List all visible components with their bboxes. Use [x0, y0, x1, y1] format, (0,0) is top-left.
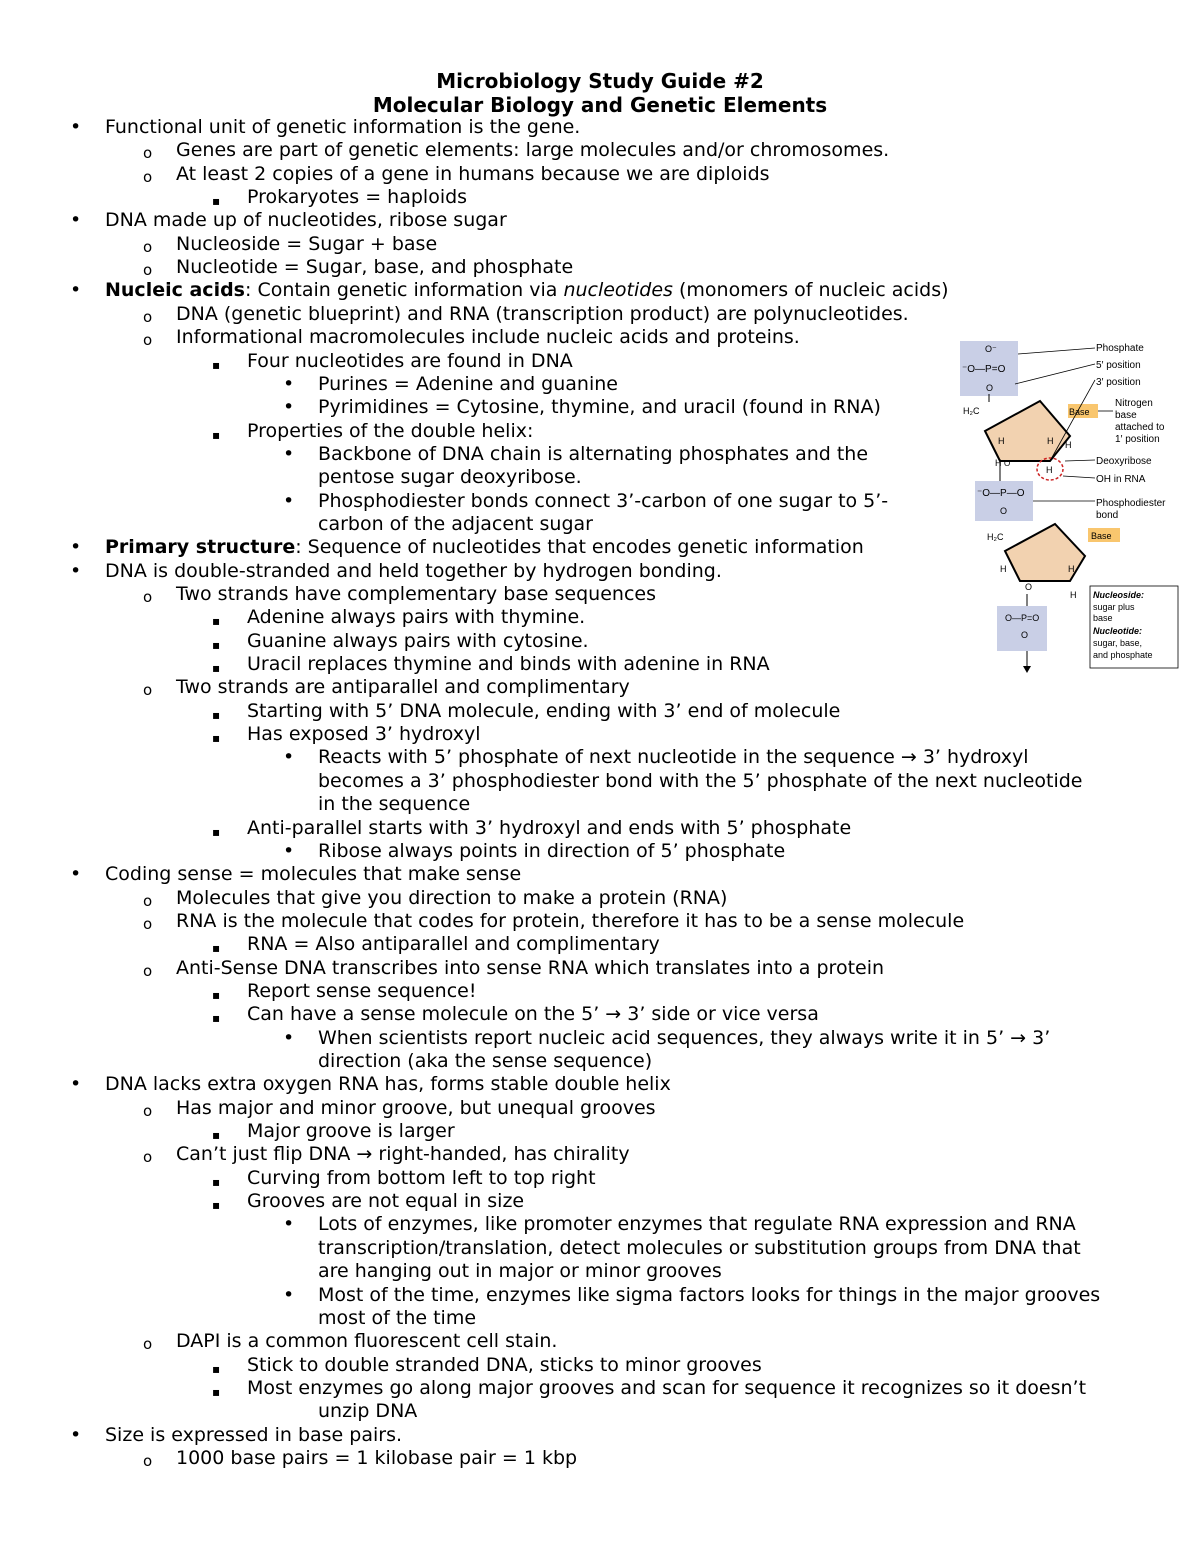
bullet-level-1: •: [70, 279, 82, 302]
bullet-level-2: o: [143, 1101, 153, 1120]
text-span: : Sequence of nucleotides that encodes genetic information: [295, 536, 864, 559]
fig-label-nitrogen-base: base: [1115, 410, 1137, 421]
list-item: Informational macromolecules include nucleic acids and proteins.: [176, 326, 800, 349]
bullet-level-1: •: [70, 1423, 82, 1446]
list-item: Anti-Sense DNA transcribes into sense RNA which translates into a protein: [176, 956, 885, 979]
bullet-level-4: •: [283, 1283, 295, 1306]
fig-label-phosphate: Phosphate: [1096, 343, 1144, 354]
list-item: RNA is the molecule that codes for protein, therefore it has to be a sense molecule: [176, 909, 965, 932]
bullet-level-3: ▪: [212, 1198, 221, 1213]
list-item: Guanine always pairs with cytosine.: [247, 629, 589, 652]
list-item: Molecules that give you direction to make a protein (RNA): [176, 886, 728, 909]
fig-label-attached: attached to: [1115, 422, 1165, 433]
bullet-level-4: •: [283, 489, 295, 512]
fig-legend-nucleoside-desc2: base: [1093, 613, 1113, 623]
sugar-ring-top: [985, 401, 1070, 461]
list-item: Size is expressed in base pairs.: [105, 1423, 403, 1446]
list-item: are hanging out in major or minor grooves: [318, 1260, 722, 1283]
list-item: Prokaryotes = haploids: [247, 186, 468, 209]
fig-label-deoxyribose: Deoxyribose: [1096, 456, 1152, 467]
bullet-level-3: ▪: [212, 987, 221, 1002]
list-item: Has exposed 3’ hydroxyl: [247, 723, 481, 746]
bullet-level-2: o: [143, 1451, 153, 1470]
fig-label-1-position: 1′ position: [1115, 434, 1160, 445]
bullet-level-3: ▪: [212, 731, 221, 746]
bullet-level-4: •: [283, 372, 295, 395]
list-item: At least 2 copies of a gene in humans because we are diploids: [176, 162, 770, 185]
list-item: becomes a 3’ phosphodiester bond with the 5’ phosphate of the next nucleotide: [318, 769, 1083, 792]
list-item: Genes are part of genetic elements: large molecules and/or chromosomes.: [176, 139, 890, 162]
svg-text:O: O: [1000, 506, 1008, 516]
bullet-level-2: o: [143, 144, 153, 163]
italic-term: nucleotides: [563, 279, 673, 302]
svg-text:H: H: [1046, 465, 1053, 475]
fig-legend-nucleotide-desc1: sugar, base,: [1093, 638, 1143, 648]
bullet-level-3: ▪: [212, 941, 221, 956]
list-item: DNA is double-stranded and held together by hydrogen bonding.: [105, 559, 722, 582]
svg-text:H: H: [1068, 564, 1075, 574]
bullet-level-1: •: [70, 1073, 82, 1096]
list-item: DAPI is a common fluorescent cell stain.: [176, 1330, 558, 1353]
bullet-level-2: o: [143, 167, 153, 186]
bullet-level-3: ▪: [212, 1011, 221, 1026]
fig-label-nitrogen: Nitrogen: [1115, 398, 1153, 409]
list-item: Properties of the double helix:: [247, 419, 534, 442]
bullet-level-1: •: [70, 863, 82, 886]
bold-term: Nucleic acids: [105, 279, 245, 302]
bullet-level-4: •: [283, 746, 295, 769]
svg-text:H: H: [1047, 436, 1054, 446]
list-item: transcription/translation, detect molecules or substitution groups from DNA that: [318, 1236, 1081, 1259]
fig-label-3-position: 3′ position: [1096, 377, 1141, 388]
bullet-level-1: •: [70, 116, 82, 138]
bullet-level-2: o: [143, 1148, 153, 1167]
list-item: Stick to double stranded DNA, sticks to minor grooves: [247, 1353, 762, 1376]
bullet-level-3: ▪: [212, 1361, 221, 1376]
svg-text:O: O: [1004, 459, 1011, 468]
list-item: When scientists report nucleic acid sequences, they always write it in 5’ → 3’: [318, 1026, 1051, 1049]
title-line-2: Molecular Biology and Genetic Elements: [372, 93, 828, 117]
list-item: Can have a sense molecule on the 5’ → 3’ side or vice versa: [247, 1003, 819, 1026]
bullet-level-2: o: [143, 307, 153, 326]
list-item: Can’t just flip DNA → right-handed, has chirality: [176, 1143, 630, 1166]
list-item: Purines = Adenine and guanine: [318, 372, 618, 395]
svg-text:O: O: [1025, 582, 1033, 592]
bullet-level-2: o: [143, 331, 153, 350]
list-item: DNA lacks extra oxygen RNA has, forms stable double helix: [105, 1073, 671, 1096]
svg-text:H: H: [998, 436, 1005, 446]
list-item: DNA (genetic blueprint) and RNA (transcription product) are polynucleotides.: [176, 302, 909, 325]
fig-label-oh-in-rna: OH in RNA: [1096, 474, 1146, 485]
list-item: pentose sugar deoxyribose.: [318, 466, 582, 489]
bullet-level-3: ▪: [212, 1174, 221, 1189]
bullet-level-1: •: [70, 209, 82, 232]
bullet-level-3: ▪: [212, 707, 221, 722]
list-item: Report sense sequence!: [247, 979, 477, 1002]
fig-label-bond: bond: [1096, 510, 1119, 521]
fig-legend-nucleotide-desc2: and phosphate: [1093, 650, 1153, 660]
list-item: most of the time: [318, 1306, 477, 1329]
bullet-level-3: ▪: [212, 614, 221, 629]
list-item: Backbone of DNA chain is alternating phosphates and the: [318, 442, 869, 465]
list-item: Pyrimidines = Cytosine, thymine, and uracil (found in RNA): [318, 396, 881, 419]
bullet-level-3: ▪: [212, 1128, 221, 1143]
fig-legend-nucleotide: Nucleotide:: [1093, 626, 1143, 636]
list-item: Most enzymes go along major grooves and scan for sequence it recognizes so it doesn’t: [247, 1376, 1087, 1399]
bullet-level-1: •: [70, 536, 82, 559]
bullet-level-3: ▪: [212, 824, 221, 839]
list-item: Two strands have complementary base sequences: [176, 583, 656, 605]
svg-text:H₂C: H₂C: [987, 532, 1004, 542]
list-item: Four nucleotides are found in DNA: [247, 349, 573, 372]
svg-text:H: H: [1000, 564, 1007, 574]
bullet-level-2: o: [143, 891, 153, 910]
bullet-level-1: •: [70, 559, 82, 582]
svg-text:O—P=O: O—P=O: [1005, 613, 1040, 623]
list-item: Anti-parallel starts with 3’ hydroxyl and ends with 5’ phosphate: [247, 816, 852, 839]
bullet-level-4: •: [283, 442, 295, 465]
svg-text:H: H: [995, 458, 1002, 468]
fig-legend-nucleoside-desc1: sugar plus: [1093, 602, 1135, 612]
list-item: Major groove is larger: [247, 1120, 455, 1143]
bullet-level-2: o: [143, 681, 153, 700]
svg-text:O: O: [1021, 630, 1029, 640]
list-item: [105, 536, 864, 559]
bullet-level-2: o: [143, 261, 153, 280]
title-line-1: Microbiology Study Guide #2: [436, 69, 764, 93]
list-item: Nucleoside = Sugar + base: [176, 232, 438, 255]
list-item: direction (aka the sense sequence): [318, 1050, 653, 1072]
list-item: Uracil replaces thymine and binds with adenine in RNA: [247, 653, 770, 676]
list-item: Most of the time, enzymes like sigma factors looks for things in the major grooves: [318, 1283, 1101, 1306]
list-item: RNA = Also antiparallel and complimentary: [247, 933, 660, 956]
list-item: Coding sense = molecules that make sense: [105, 863, 522, 886]
list-item: carbon of the adjacent sugar: [318, 512, 593, 535]
list-item: 1000 base pairs = 1 kilobase pair = 1 kbp: [176, 1446, 578, 1469]
fig-label-base-top: Base: [1069, 407, 1090, 417]
list-item: DNA made up of nucleotides, ribose sugar: [105, 209, 507, 232]
svg-text:H: H: [1065, 440, 1072, 450]
text-span: (monomers of nucleic acids): [672, 279, 949, 302]
list-item: unzip DNA: [318, 1400, 418, 1423]
svg-text:⁻O—P=O: ⁻O—P=O: [962, 364, 1006, 375]
list-item: Reacts with 5’ phosphate of next nucleotide in the sequence → 3’ hydroxyl: [318, 746, 1029, 769]
list-item: in the sequence: [318, 793, 471, 816]
bullet-level-3: ▪: [212, 357, 221, 372]
svg-text:O⁻: O⁻: [985, 344, 997, 354]
bullet-level-3: ▪: [212, 637, 221, 652]
bullet-level-3: ▪: [212, 1384, 221, 1399]
list-item: Curving from bottom left to top right: [247, 1166, 596, 1189]
svg-text:O: O: [986, 383, 994, 393]
bullet-level-2: o: [143, 588, 153, 606]
list-item: Ribose always points in direction of 5’ phosphate: [318, 839, 786, 862]
list-item: Lots of enzymes, like promoter enzymes that regulate RNA expression and RNA: [318, 1213, 1076, 1236]
svg-text:H: H: [1070, 590, 1077, 600]
fig-label-base-bottom: Base: [1091, 531, 1112, 541]
list-item: Grooves are not equal in size: [247, 1190, 525, 1213]
bullet-level-4: •: [283, 1026, 295, 1049]
list-item: [105, 279, 949, 302]
list-item: Two strands are antiparallel and complimentary: [176, 676, 630, 699]
bullet-level-2: o: [143, 237, 153, 256]
list-item: Has major and minor groove, but unequal grooves: [176, 1096, 656, 1119]
svg-text:⁻O—P—O: ⁻O—P—O: [977, 488, 1025, 499]
fig-label-phosphodiester: Phosphodiester: [1096, 498, 1166, 509]
svg-text:H₂C: H₂C: [963, 406, 980, 416]
bullet-level-4: •: [283, 396, 295, 419]
list-item: Functional unit of genetic information is the gene.: [105, 116, 581, 138]
bullet-level-3: ▪: [212, 427, 221, 442]
bullet-level-3: ▪: [212, 661, 221, 676]
bullet-level-3: ▪: [212, 194, 221, 209]
fig-legend-nucleoside: Nucleoside:: [1093, 590, 1145, 600]
bullet-level-2: o: [143, 961, 153, 980]
list-item: Nucleotide = Sugar, base, and phosphate: [176, 256, 574, 279]
text-span: : Contain genetic information via: [245, 279, 564, 302]
bullet-level-2: o: [143, 914, 153, 933]
fig-label-5-position: 5′ position: [1096, 360, 1141, 371]
bullet-level-4: •: [283, 1213, 295, 1236]
list-item: Adenine always pairs with thymine.: [247, 606, 586, 629]
list-item: Starting with 5’ DNA molecule, ending with 3’ end of molecule: [247, 699, 841, 722]
bold-term: Primary structure: [105, 536, 296, 559]
bullet-level-2: o: [143, 1335, 153, 1354]
bullet-level-4: •: [283, 839, 295, 862]
nucleotide-structure-diagram: [955, 336, 1185, 676]
list-item: Phosphodiester bonds connect 3’-carbon of one sugar to 5’-: [318, 489, 889, 512]
